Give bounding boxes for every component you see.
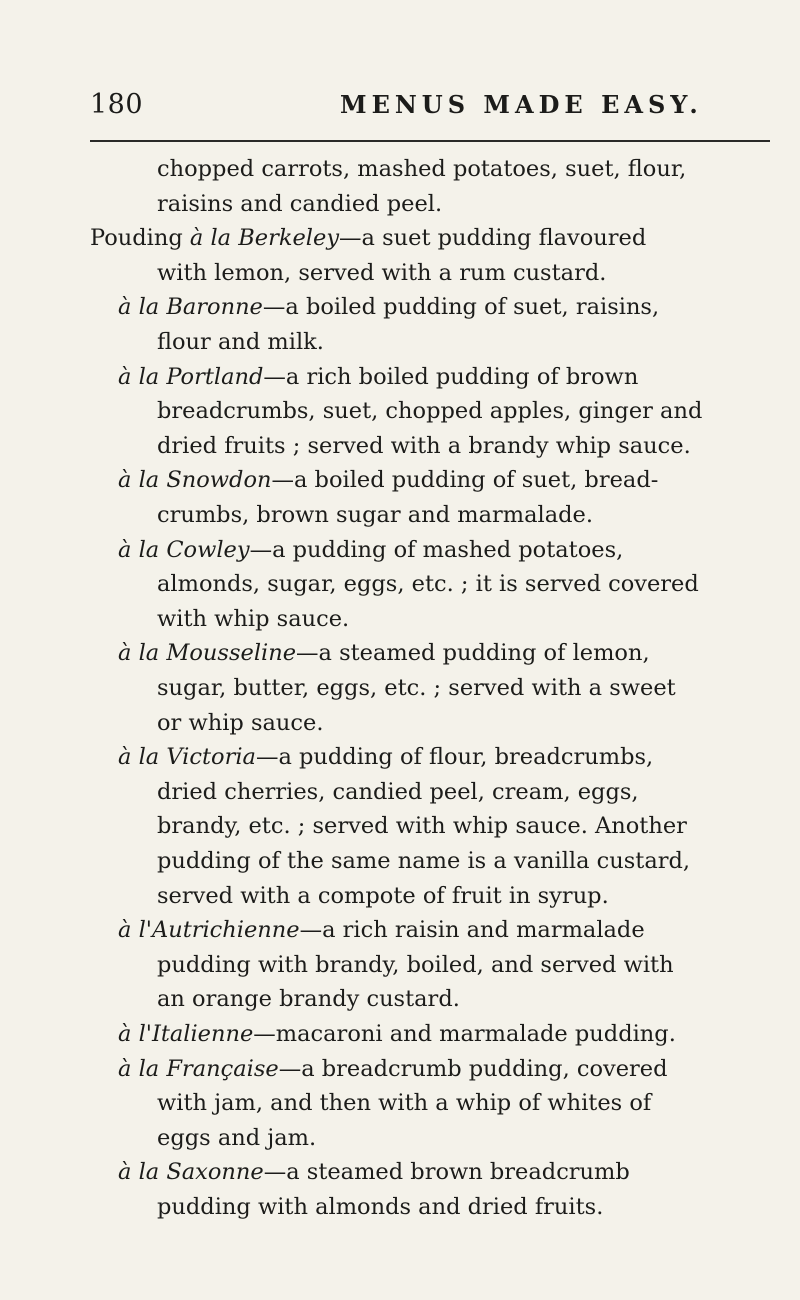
line-text: —a boiled pudding of suet, bread- [271,467,659,494]
text-line [157,809,687,844]
line-text: breadcrumbs, suet, chopped apples, ginger and [157,398,703,425]
dish-name: à la Berkeley [189,225,340,252]
page-number: 180 [90,89,144,120]
line-text: —macaroni and marmalade pudding. [253,1021,676,1047]
text-line [118,740,653,775]
dish-name: à l'Italienne [118,1021,254,1047]
line-text: —a pudding of flour, breadcrumbs, [255,744,654,771]
text-line [157,1121,316,1156]
text-line [157,325,324,360]
line-text: —a breadcrumb pudding, covered [278,1055,668,1082]
text-line [118,636,650,671]
text-line [157,879,609,914]
dish-name: à la Française [118,1055,279,1082]
text-line [157,152,686,187]
line-text: pudding of the same name is a vanilla custard, [157,848,691,874]
line-text: sugar, butter, eggs, etc. ; served with a sweet [157,675,676,701]
line-text: crumbs, brown sugar and marmalade. [157,502,594,528]
text-line [118,463,658,498]
text-line [157,602,349,637]
line-text: with lemon, served with a rum custard. [157,259,607,286]
dish-name: à la Saxonne [118,1159,264,1186]
line-text: —a pudding of mashed potatoes, [249,536,624,563]
line-text: Pouding [90,225,190,252]
dish-name: à la Baronne [118,294,263,321]
text-line [157,498,593,533]
line-text: with jam, and then with a whip of whites of [157,1090,652,1117]
line-text: eggs and jam. [157,1124,317,1151]
text-line [157,256,606,291]
line-text: flour and milk. [157,329,324,355]
line-text: —a rich boiled pudding of brown [263,363,639,390]
dish-name: à la Cowley [118,536,250,563]
text-line [118,360,638,395]
text-line [157,1086,651,1121]
line-text: —a suet pudding flavoured [339,225,647,252]
text-line [118,1155,630,1190]
dish-name: à la Snowdon [118,467,272,494]
text-line [118,533,623,568]
line-text: —a boiled pudding of suet, raisins, [262,294,660,321]
dish-name: à la Mousseline [118,640,297,667]
text-line [90,221,646,256]
text-line [157,394,702,429]
line-text: chopped carrots, mashed potatoes, suet, flour, [157,156,687,182]
line-text: brandy, etc. ; served with whip sauce. Another [157,813,687,840]
line-text: dried cherries, candied peel, cream, eggs, [157,778,639,805]
running-title: MENUS MADE EASY. [340,90,703,119]
line-text: —a steamed brown breadcrumb [263,1159,630,1186]
text-line [157,706,323,741]
line-text: dried fruits ; served with a brandy whip sauce. [157,432,691,459]
dish-name: à la Portland [118,363,264,390]
text-line [157,187,442,222]
text-line [157,844,690,879]
header-rule [90,140,770,142]
line-text: with whip sauce. [157,605,350,632]
line-text: —a steamed pudding of lemon, [296,640,650,667]
line-text: pudding with brandy, boiled, and served with [157,951,674,978]
text-line [157,982,460,1017]
text-line [157,671,676,706]
dish-name: à la Victoria [118,744,256,771]
text-line [118,1017,676,1052]
line-text: served with a compote of fruit in syrup. [157,882,609,909]
line-text: almonds, sugar, eggs, etc. ; it is served covered [157,571,699,598]
text-line [157,429,691,464]
line-text: an orange brandy custard. [157,986,460,1013]
text-line [118,1052,668,1087]
dish-name: à l'Autrichienne [118,917,300,944]
line-text: or whip sauce. [157,709,324,736]
text-line [157,1190,603,1225]
text-line [157,948,674,983]
line-text: —a rich raisin and marmalade [299,917,645,944]
text-line [157,567,699,602]
text-line [157,775,639,810]
text-line [118,913,645,948]
text-line [118,290,659,325]
line-text: raisins and candied peel. [157,190,443,217]
page-header [90,88,770,122]
line-text: pudding with almonds and dried fruits. [157,1194,604,1220]
